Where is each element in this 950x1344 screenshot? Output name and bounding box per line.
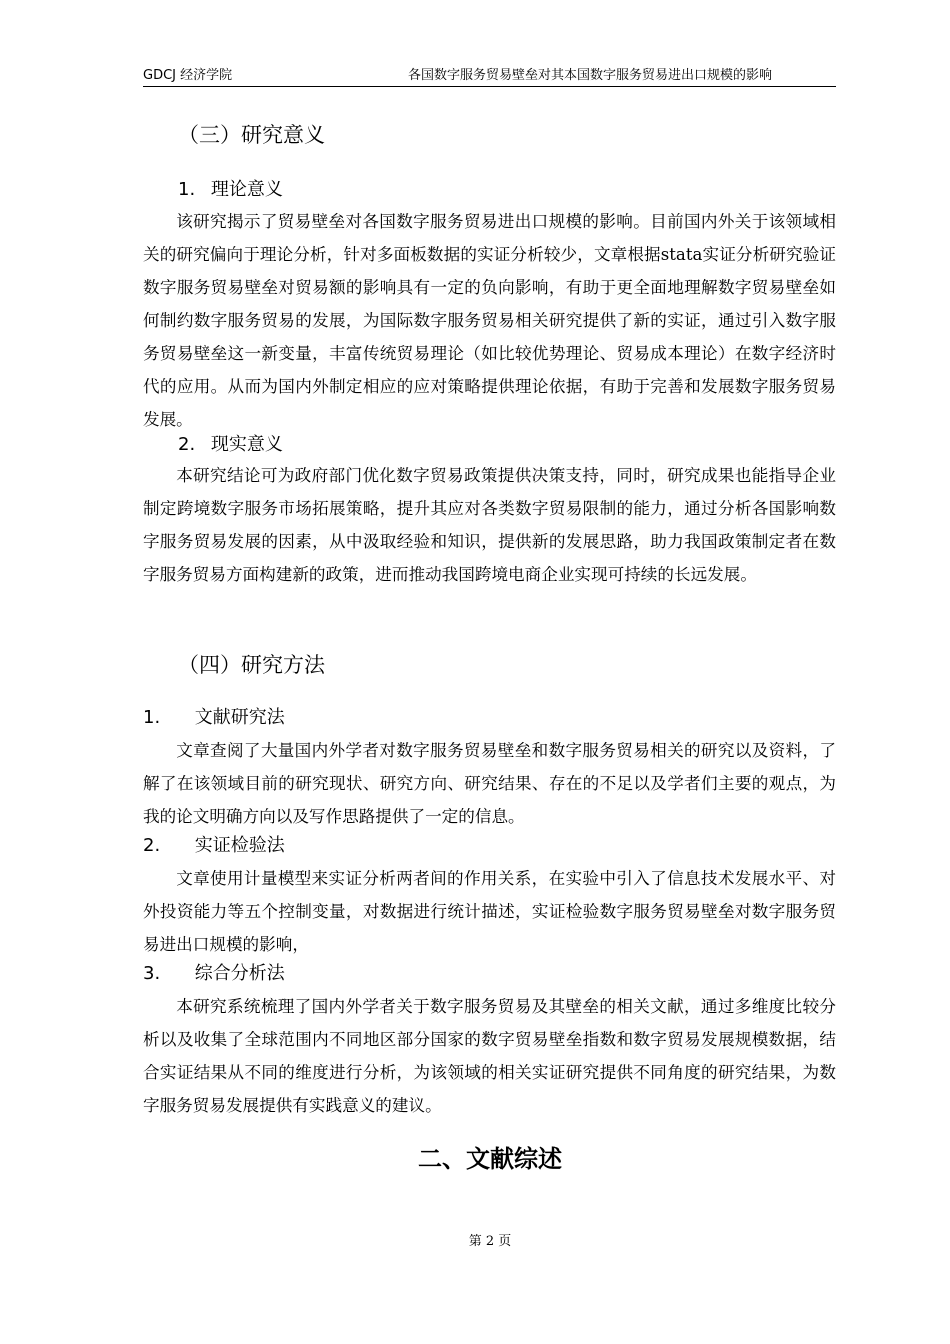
method-number: 2. [143,835,161,856]
subheading-text: 现实意义 [210,434,283,455]
chapter-heading-literature-review: 二、文献综述 [418,1145,562,1173]
method-heading-comprehensive [143,961,285,987]
subheading-practical [178,432,283,458]
method-title: 实证检验法 [194,835,285,856]
method-title: 文献研究法 [194,707,285,728]
paragraph-empirical: 文章使用计量模型来实证分析两者间的作用关系，在实验中引入了信息技术发展水平、对外投资能力等五个控制变量，对数据进行统计描述，实证检验数字服务贸易壁垒对数字服务贸易进出口规模的影响， [143,869,836,954]
subheading-number: 2. [178,434,196,455]
method-number: 1. [143,707,161,728]
method-number: 3. [143,963,161,984]
method-title: 综合分析法 [194,963,285,984]
paragraph-theoretical: 该研究揭示了贸易壁垒对各国数字服务贸易进出口规模的影响。目前国内外关于该领域相关的研究偏向于理论分析，针对多面板数据的实证分析较少，文章根据stata实证分析研究验证数字服务贸易壁垒对贸易额的影响具有一定的负向影响，有助于更全面地理解数字贸易壁垒如何制约数字服务贸易的发展，为国际数字服务贸易相关研究提供了新的实证，通过引入数字服务贸易壁垒这一新变量，丰富传统贸易理论（如比较优势理论、贸易成本理论）在数字经济时代的应用。从而为国内外制定相应的应对策略提供理论依据，有助于完善和发展数字服务贸易发展。 [143,212,836,429]
section-heading-significance: （三）研究意义 [178,123,325,147]
paragraph-comprehensive: 本研究系统梳理了国内外学者关于数字服务贸易及其壁垒的相关文献，通过多维度比较分析以及收集了全球范围内不同地区部分国家的数字贸易壁垒指数和数字贸易发展规模数据，结合实证结果从不同的维度进行分析，为该领域的相关实证研究提供不同角度的研究结果，为数字服务贸易发展提供有实践意义的建议。 [143,997,836,1115]
method-heading-empirical [143,833,285,859]
subheading-number: 1. [178,179,196,200]
paragraph-literature: 文章查阅了大量国内外学者对数字服务贸易壁垒和数字服务贸易相关的研究以及资料，了解了在该领域目前的研究现状、研究方向、研究结果、存在的不足以及学者们主要的观点，为我的论文明确方向以及写作思路提供了一定的信息。 [143,741,836,826]
section-heading-methods: （四）研究方法 [178,653,325,677]
method-heading-literature [143,705,285,731]
header-paper-title: 各国数字服务贸易壁垒对其本国数字服务贸易进出口规模的影响 [407,68,772,83]
header-institution: GDCJ 经济学院 [143,68,233,83]
page-header [143,66,836,87]
page-number: 第 2 页 [468,1234,512,1249]
subheading-theoretical [178,177,283,203]
paragraph-practical: 本研究结论可为政府部门优化数字贸易政策提供决策支持，同时，研究成果也能指导企业制定跨境数字服务市场拓展策略，提升其应对各类数字贸易限制的能力，通过分析各国影响数字服务贸易发展的因素，从中汲取经验和知识，提供新的发展思路，助力我国政策制定者在数字服务贸易方面构建新的政策，进而推动我国跨境电商企业实现可持续的长远发展。 [143,466,836,584]
subheading-text: 理论意义 [210,179,283,200]
